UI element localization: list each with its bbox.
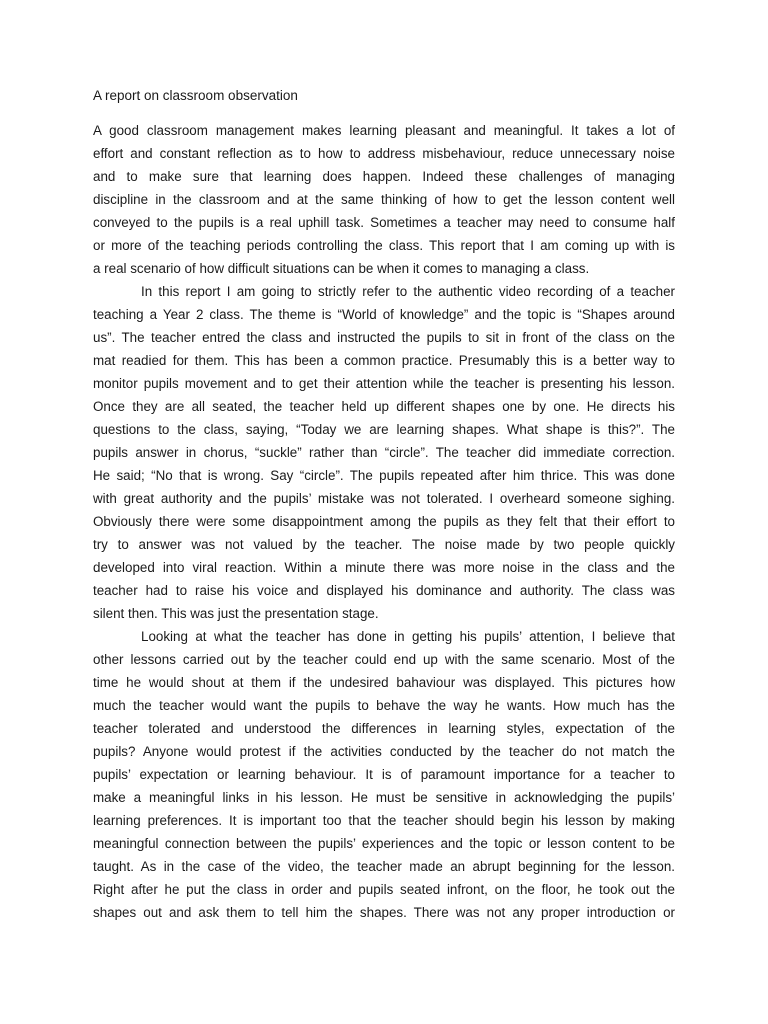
text-line: and to make sure that learning does happen. Indeed these challenges of managing (93, 169, 675, 184)
text-line: learning preferences. It is important too that the teacher should begin his lesson by making (93, 813, 675, 828)
text-line: questions to the class, saying, “Today we are learning shapes. What shape is this?”. The (93, 422, 675, 437)
text-line: try to answer was not valued by the teacher. The noise made by two people quickly (93, 537, 675, 552)
text-line: other lessons carried out by the teacher could end up with the same scenario. Most of the (93, 652, 675, 667)
text-line: or more of the teaching periods controlling the class. This report that I am coming up with is (93, 238, 675, 253)
text-line: with great authority and the pupils’ mistake was not tolerated. I overheard someone sighing. (93, 491, 675, 506)
text-line: time he would shout at them if the undesired bahaviour was displayed. This pictures how (93, 675, 675, 690)
text-line: conveyed to the pupils is a real uphill task. Sometimes a teacher may need to consume half (93, 215, 675, 230)
text-line: teacher tolerated and understood the differences in learning styles, expectation of the (93, 721, 675, 736)
text-line: Right after he put the class in order and pupils seated infront, on the floor, he took out the (93, 882, 675, 897)
text-line: silent then. This was just the presentation stage. (93, 606, 379, 621)
text-line: discipline in the classroom and at the same thinking of how to get the lesson content well (93, 192, 675, 207)
text-line: Obviously there were some disappointment among the pupils as they felt that their effort to (93, 514, 675, 529)
text-line: A good classroom management makes learning pleasant and meaningful. It takes a lot of (93, 123, 675, 138)
text-line: a real scenario of how difficult situations can be when it comes to managing a class. (93, 261, 590, 276)
text-line: make a meaningful links in his lesson. He must be sensitive in acknowledging the pupils’ (93, 790, 675, 805)
text-line: mat readied for them. This has been a common practice. Presumably this is a better way to (93, 353, 675, 368)
text-line: much the teacher would want the pupils to behave the way he wants. How much has the (93, 698, 675, 713)
text-line: monitor pupils movement and to get their attention while the teacher is presenting his lesson. (93, 376, 675, 391)
text-line: shapes out and ask them to tell him the shapes. There was not any proper introduction or (93, 905, 675, 920)
text-line: Once they are all seated, the teacher held up different shapes one by one. He directs his (93, 399, 675, 414)
document-title: A report on classroom observation (93, 88, 298, 103)
text-line: pupils? Anyone would protest if the activities conducted by the teacher do not match the (93, 744, 675, 759)
text-line: In this report I am going to strictly refer to the authentic video recording of a teacher (141, 284, 675, 299)
text-line: He said; “No that is wrong. Say “circle”. The pupils repeated after him thrice. This was done (93, 468, 675, 483)
text-line: pupils’ expectation or learning behaviour. It is of paramount importance for a teacher to (93, 767, 675, 782)
text-line: teacher had to raise his voice and displayed his dominance and authority. The class was (93, 583, 675, 598)
text-line: pupils answer in chorus, “suckle” rather than “circle”. The teacher did immediate correction. (93, 445, 675, 460)
text-line: taught. As in the case of the video, the teacher made an abrupt beginning for the lesson. (93, 859, 675, 874)
document-body (93, 119, 675, 924)
text-line: Looking at what the teacher has done in getting his pupils’ attention, I believe that (141, 629, 675, 644)
text-line: effort and constant reflection as to how to address misbehaviour, reduce unnecessary noise (93, 146, 675, 161)
text-line: developed into viral reaction. Within a minute there was more noise in the class and the (93, 560, 675, 575)
text-line: teaching a Year 2 class. The theme is “World of knowledge” and the topic is “Shapes around (93, 307, 675, 322)
text-line: us”. The teacher entred the class and instructed the pupils to sit in front of the class on the (93, 330, 675, 345)
text-line: meaningful connection between the pupils’ experiences and the topic or lesson content to be (93, 836, 675, 851)
